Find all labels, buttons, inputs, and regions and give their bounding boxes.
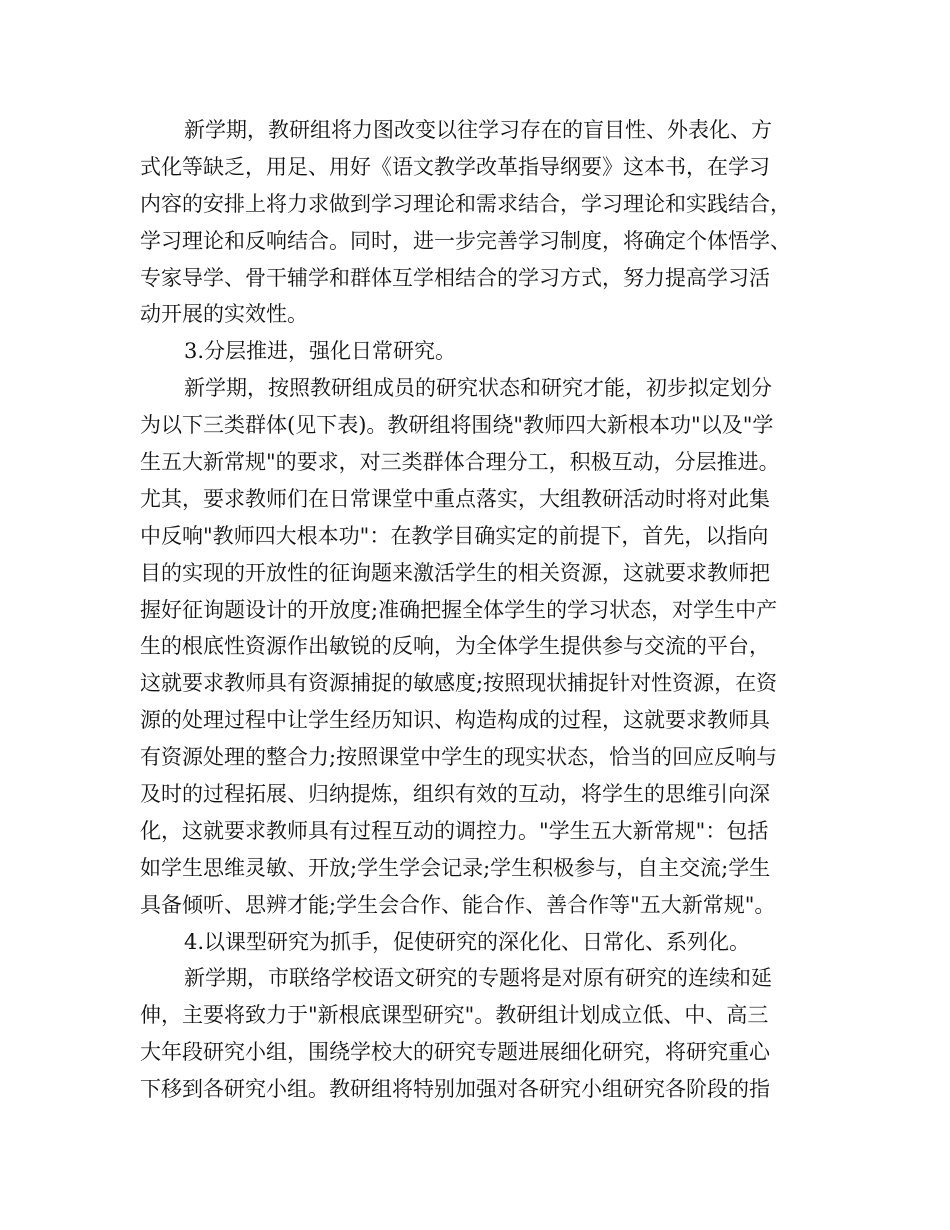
- text-line: 具备倾听、思辨才能;学生会合作、能合作、善合作等"五大新常规"。: [140, 892, 776, 917]
- text-line: 动开展的实效性。: [140, 302, 308, 327]
- text-line: 生五大新常规"的要求，对三类群体合理分工，积极互动，分层推进。: [140, 450, 780, 475]
- text-line: 4.以课型研究为抓手，促使研究的深化化、日常化、系列化。: [184, 929, 751, 954]
- text-line: 专家导学、骨干辅学和群体互学相结合的学习方式，努力提高学习活: [140, 265, 770, 290]
- text-line: 内容的安排上将力求做到学习理论和需求结合，学习理论和实践结合，: [140, 191, 791, 216]
- text-line: 及时的过程拓展、归纳提炼，组织有效的互动，将学生的思维引向深: [140, 782, 770, 807]
- text-line: 学习理论和反响结合。同时，进一步完善学习制度，将确定个体悟学、: [140, 228, 791, 253]
- text-line: 如学生思维灵敏、开放;学生学会记录;学生积极参与，自主交流;学生: [140, 855, 771, 880]
- text-line: 式化等缺乏，用足、用好《语文教学改革指导纲要》这本书，在学习: [140, 154, 770, 179]
- text-line: 尤其，要求教师们在日常课堂中重点落实，大组教研活动时将对此集: [140, 486, 770, 511]
- text-line: 新学期，市联络学校语文研究的专题将是对原有研究的连续和延: [184, 966, 772, 991]
- text-line: 生的根底性资源作出敏锐的反响，为全体学生提供参与交流的平台，: [140, 634, 770, 659]
- text-line: 有资源处理的整合力;按照课堂中学生的现实状态，恰当的回应反响与: [140, 745, 778, 770]
- text-line: 这就要求教师具有资源捕捉的敏感度;按照现状捕捉针对性资源，在资: [140, 671, 778, 696]
- text-line: 伸，主要将致力于"新根底课型研究"。教研组计划成立低、中、高三: [140, 1003, 769, 1028]
- text-line: 新学期，教研组将力图改变以往学习存在的盲目性、外表化、方: [184, 118, 772, 142]
- text-line: 新学期，按照教研组成员的研究状态和研究才能，初步拟定划分: [184, 376, 772, 401]
- text-line: 目的实现的开放性的征询题来激活学生的相关资源，这就要求教师把: [140, 560, 770, 585]
- document-body: [140, 112, 816, 1108]
- text-line: 握好征询题设计的开放度;准确把握全体学生的学习状态，对学生中产: [140, 597, 778, 622]
- text-line: 源的处理过程中让学生经历知识、构造构成的过程，这就要求教师具: [140, 708, 770, 733]
- text-line: 大年段研究小组，围绕学校大的研究专题进展细化研究，将研究重心: [140, 1040, 770, 1065]
- text-line: 中反响"教师四大根本功"：在教学目确实定的前提下，首先，以指向: [140, 523, 769, 548]
- text-line: 化，这就要求教师具有过程互动的调控力。"学生五大新常规"：包括: [140, 818, 769, 843]
- text-line: 下移到各研究小组。教研组将特别加强对各研究小组研究各阶段的指: [140, 1077, 770, 1102]
- text-line: 3.分层推进，强化日常研究。: [184, 339, 457, 364]
- text-line: 为以下三类群体(见下表)。教研组将围绕"教师四大新根本功"以及"学: [140, 413, 774, 438]
